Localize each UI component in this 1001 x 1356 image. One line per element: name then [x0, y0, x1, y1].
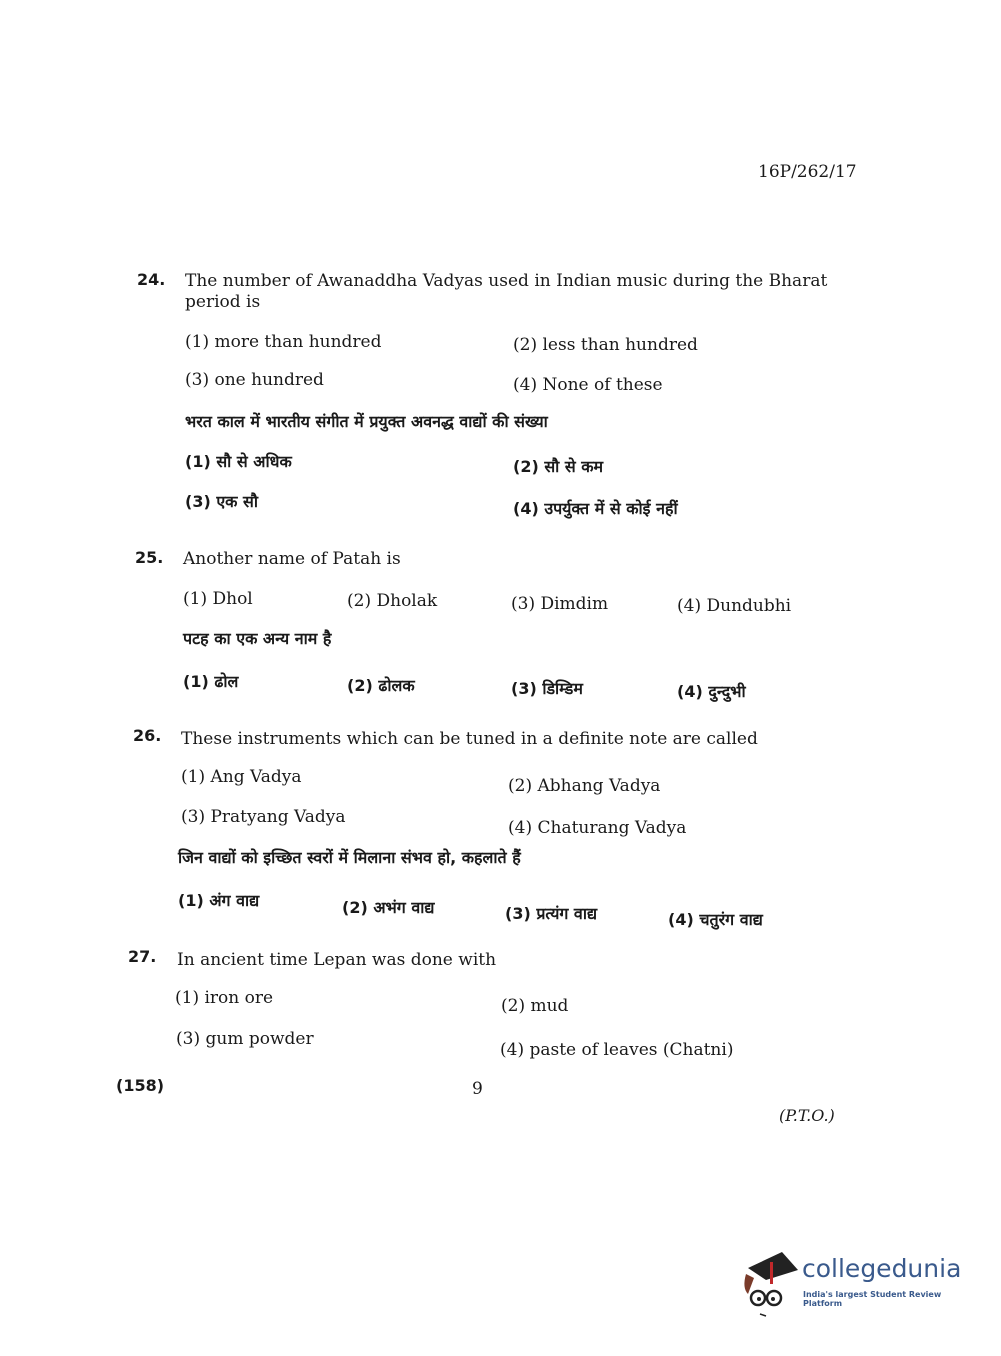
option: (4) paste of leaves (Chatni) [500, 1040, 734, 1060]
question-text: period is [185, 292, 261, 312]
hindi-option: (2) सौ से कम [513, 457, 604, 476]
option: (3) gum powder [176, 1029, 314, 1049]
hindi-option: (2) ढोलक [347, 676, 415, 695]
option: (3) one hundred [185, 370, 324, 390]
hindi-question-text: पटह का एक अन्य नाम है [183, 629, 332, 648]
hindi-option: (3) प्रत्यंग वाद्य [505, 904, 598, 923]
hindi-question-text: भरत काल में भारतीय संगीत में प्रयुक्त अवनद्ध वाद्यों की संख्या [185, 412, 548, 431]
option: (3) Pratyang Vadya [181, 807, 346, 827]
option: (4) Chaturang Vadya [508, 818, 687, 838]
hindi-option: (1) सौ से अधिक [185, 452, 292, 471]
pto-label: (P.T.O.) [779, 1106, 835, 1125]
option: (2) mud [501, 996, 569, 1016]
question-text: These instruments which can be tuned in a definite note are called [181, 729, 758, 749]
option: (1) Dhol [183, 589, 253, 609]
brand-name: collegedunia [802, 1254, 962, 1283]
question-number: 26. [133, 726, 162, 745]
question-text: In ancient time Lepan was done with [177, 950, 497, 970]
question-number: 25. [135, 548, 164, 567]
collegedunia-logo [740, 1248, 970, 1320]
hindi-option: (4) चतुरंग वाद्य [668, 910, 763, 929]
hindi-option: (3) डिम्डिम [511, 679, 583, 698]
option: (1) more than hundred [185, 332, 382, 352]
question-number: 24. [137, 270, 166, 289]
brand-tagline: India's largest Student Review Platform [803, 1290, 942, 1308]
option: (2) Dholak [347, 591, 438, 611]
option: (1) iron ore [175, 988, 274, 1008]
question-text: The number of Awanaddha Vadyas used in Indian music during the Bharat [185, 271, 828, 291]
hindi-option: (1) ढोल [183, 672, 239, 691]
hindi-option: (1) अंग वाद्य [178, 891, 260, 910]
hindi-option: (3) एक सौ [185, 492, 258, 511]
option: (4) None of these [513, 375, 663, 395]
option: (4) Dundubhi [677, 596, 792, 616]
mascot-icon [740, 1248, 800, 1320]
option: (2) Abhang Vadya [508, 776, 661, 796]
question-number: 27. [128, 947, 157, 966]
hindi-option: (4) उपर्युक्त में से कोई नहीं [513, 499, 678, 518]
page-number: 9 [472, 1079, 483, 1099]
paper-code: 16P/262/17 [758, 162, 857, 182]
hindi-option: (2) अभंग वाद्य [342, 898, 435, 917]
option: (1) Ang Vadya [181, 767, 302, 787]
hindi-question-text: जिन वाद्यों को इच्छित स्वरों में मिलाना संभव हो, कहलाते हैं [178, 848, 521, 867]
footer-code: (158) [116, 1076, 165, 1095]
question-text: Another name of Patah is [183, 549, 401, 569]
hindi-option: (4) दुन्दुभी [677, 682, 746, 701]
option: (2) less than hundred [513, 335, 698, 355]
option: (3) Dimdim [511, 594, 609, 614]
